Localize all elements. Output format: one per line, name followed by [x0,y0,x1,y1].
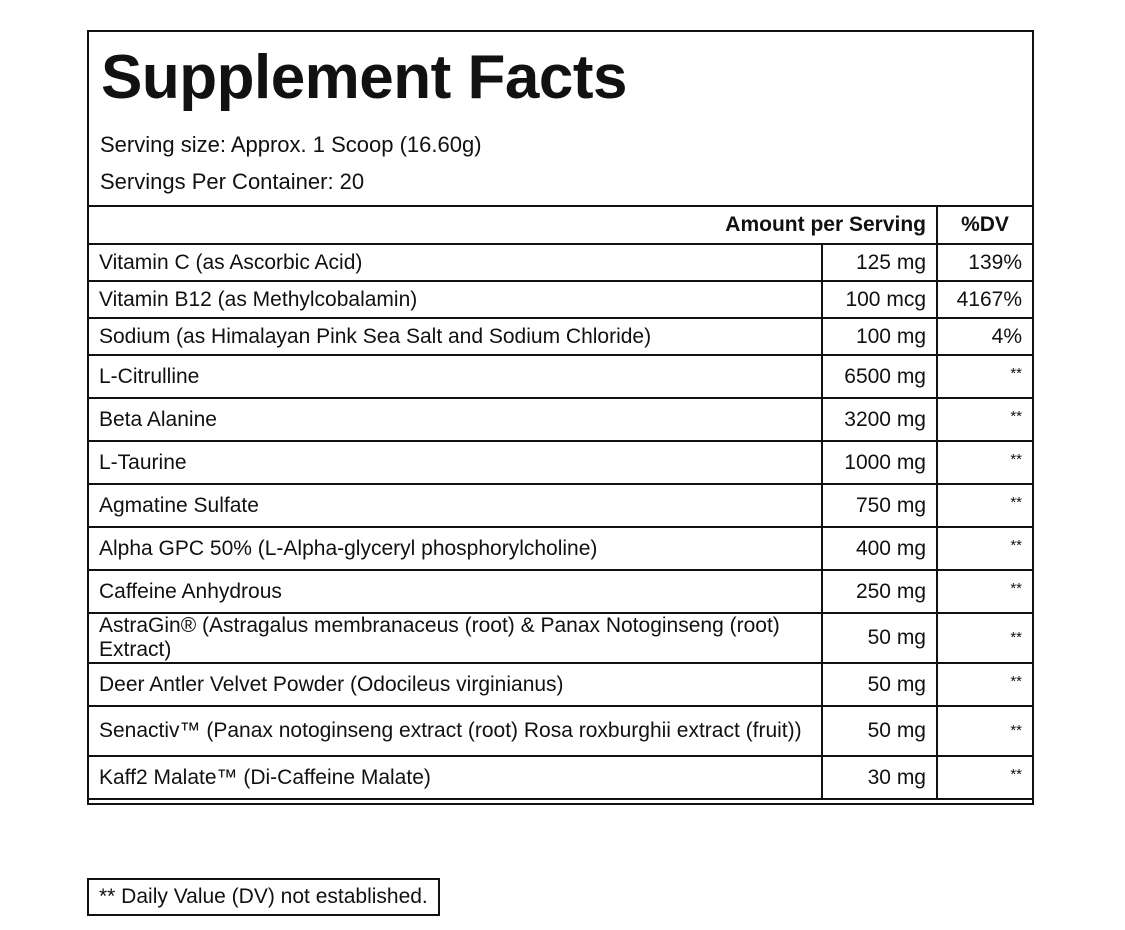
nutrient-amount: 50 mg [822,613,937,663]
nutrient-dv: ** [937,570,1033,613]
table-row [88,318,1033,355]
nutrient-dv: ** [937,527,1033,570]
nutrient-name: Vitamin B12 (as Methylcobalamin) [88,281,822,318]
nutrient-dv: ** [937,756,1033,799]
nutrient-dv: 4167% [937,281,1033,318]
table-row [88,570,1033,613]
nutrient-name: AstraGin® (Astragalus membranaceus (root) & Panax Notoginseng (root) Extract) [88,613,822,663]
nutrient-name: Beta Alanine [88,398,822,441]
table-row [88,527,1033,570]
dv-footnote: ** Daily Value (DV) not established. [87,878,440,916]
nutrient-name: Deer Antler Velvet Powder (Odocileus virginianus) [88,663,822,706]
nutrient-amount: 1000 mg [822,441,937,484]
table-row [88,756,1033,799]
nutrient-dv: ** [937,706,1033,756]
nutrient-dv: ** [937,441,1033,484]
nutrient-name: Kaff2 Malate™ (Di-Caffeine Malate) [88,756,822,799]
supplement-facts-panel [87,30,1034,805]
table-row [88,441,1033,484]
nutrient-amount: 50 mg [822,706,937,756]
nutrient-amount: 30 mg [822,756,937,799]
table-row [88,663,1033,706]
nutrient-name: Sodium (as Himalayan Pink Sea Salt and Sodium Chloride) [88,318,822,355]
nutrient-dv: ** [937,663,1033,706]
amount-per-serving-header: Amount per Serving [88,206,937,244]
table-row [88,613,1033,663]
facts-title: Supplement Facts [101,43,627,112]
nutrient-amount: 125 mg [822,244,937,281]
nutrient-dv: ** [937,613,1033,663]
nutrient-amount: 100 mg [822,318,937,355]
table-row [88,484,1033,527]
nutrient-name: Caffeine Anhydrous [88,570,822,613]
table-row [88,398,1033,441]
nutrient-amount: 100 mcg [822,281,937,318]
table-row [88,355,1033,398]
table-row [88,706,1033,756]
nutrient-amount: 3200 mg [822,398,937,441]
nutrient-name: Alpha GPC 50% (L-Alpha-glyceryl phosphorylcholine) [88,527,822,570]
nutrient-dv: ** [937,484,1033,527]
nutrient-table [87,205,1034,800]
nutrient-name: Vitamin C (as Ascorbic Acid) [88,244,822,281]
servings-per-container: Servings Per Container: 20 [100,169,365,194]
nutrient-dv: ** [937,398,1033,441]
table-row [88,281,1033,318]
nutrient-amount: 50 mg [822,663,937,706]
table-row [88,244,1033,281]
nutrient-name: L-Taurine [88,441,822,484]
nutrient-name: L-Citrulline [88,355,822,398]
nutrient-amount: 750 mg [822,484,937,527]
nutrient-amount: 250 mg [822,570,937,613]
daily-value-header: %DV [937,206,1033,244]
nutrient-name: Senactiv™ (Panax notoginseng extract (root) Rosa roxburghii extract (fruit)) [88,706,822,756]
serving-size: Serving size: Approx. 1 Scoop (16.60g) [100,132,482,157]
nutrient-dv: ** [937,355,1033,398]
nutrient-name: Agmatine Sulfate [88,484,822,527]
nutrient-dv: 139% [937,244,1033,281]
nutrient-amount: 6500 mg [822,355,937,398]
table-header-row [88,206,1033,244]
nutrient-dv: 4% [937,318,1033,355]
nutrient-amount: 400 mg [822,527,937,570]
